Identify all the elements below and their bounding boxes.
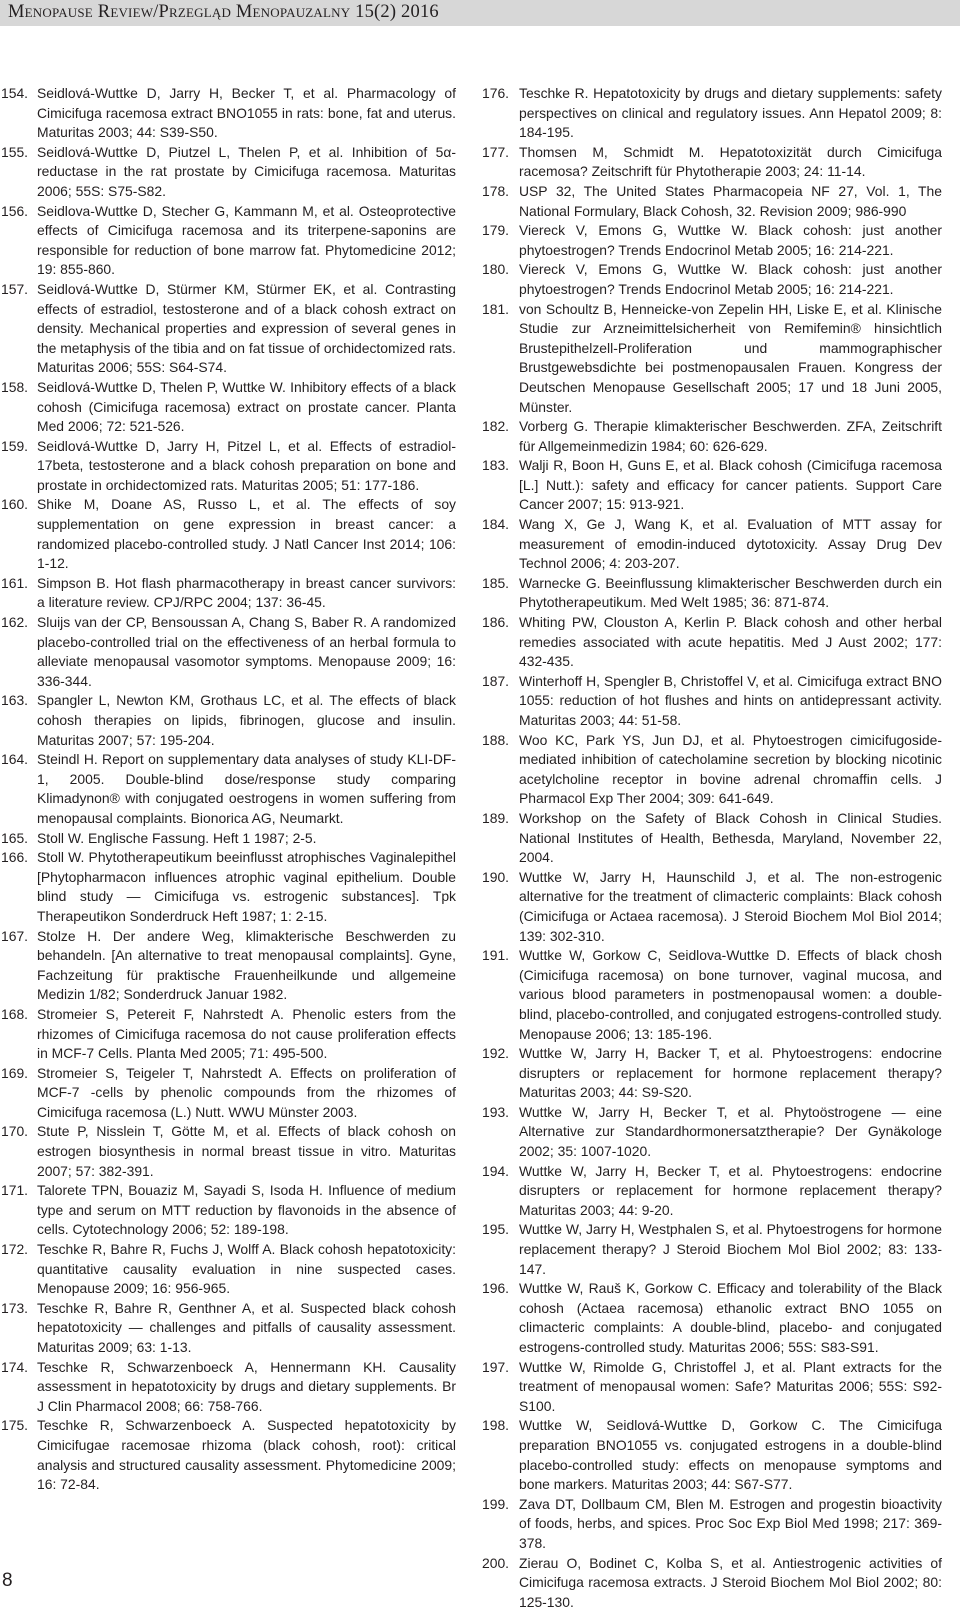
reference-number: 165. [1,829,29,846]
reference-text: Wang X, Ge J, Wang K, et al. Evaluation of MTT assay for measurement of emodin-induced dytotoxicity. Assay Drug Dev Technol 2006; 4: 203-207. [519,516,942,572]
reference-item [0,202,456,280]
reference-item [0,574,456,613]
reference-text: Wuttke W, Jarry H, Becker T, et al. Phytoestrogens: endocrine disrupters or replacement for hormone replacement therapy? Maturitas 2003; 44: 9-20. [519,1162,942,1218]
reference-item [0,927,456,1005]
reference-text: Stolze H. Der andere Weg, klimakterische Beschwerden zu behandeln. [An alternative to treat menopausal complaints]. Gyne, Fachzeitung für praktische Frauenheilkunde und allgemeine Medizin 1/82; Sonderdruck Januar 1982. [37,927,456,1003]
reference-item [482,1279,942,1357]
reference-item [482,515,942,574]
reference-text: Vorberg G. Therapie klimakterischer Beschwerden. ZFA, Zeitschrift für Allgemeinmedizin 1984; 60: 626-629. [519,418,942,454]
reference-text: Walji R, Boon H, Guns E, et al. Black cohosh (Cimicifuga racemosa [L.] Nutt.): safety and efficacy for cancer patients. Support Care Cancer 2007; 15: 913-921. [519,457,942,513]
reference-item [0,1416,456,1494]
reference-item [482,1220,942,1279]
reference-text: USP 32, The United States Pharmacopeia NF 27, Vol. 1, The National Formulary, Black Cohosh, 32. Revision 2009; 986-990 [519,182,942,219]
reference-number: 191. [482,947,510,964]
reference-number: 173. [1,1299,29,1316]
reference-number: 184. [482,516,510,533]
reference-number: 177. [482,143,510,160]
reference-text: Wuttke W, Jarry H, Haunschild J, et al. The non-estrogenic alternative for the treatment of climacteric complaints: Black cohosh (Cimicifuga or Actaea racemosa). J Steroid Biochem Mol Biol 2014; 139: 302-310. [519,868,942,944]
reference-number: 190. [482,868,510,885]
reference-number: 163. [1,692,29,709]
reference-item [0,143,456,202]
reference-item [482,809,942,868]
reference-item [482,182,942,221]
reference-item [482,1358,942,1417]
reference-text: Simpson B. Hot flash pharmacotherapy in breast cancer survivors: a literature review. CPJ/RPC 2004; 137: 36-45. [37,574,456,611]
reference-number: 187. [482,672,510,689]
reference-text: Stoll W. Englische Fassung. Heft 1 1987; 2-5. [37,829,317,846]
reference-item [0,280,456,378]
reference-number: 192. [482,1045,510,1062]
reference-number: 186. [482,614,510,631]
reference-text: Stute P, Nisslein T, Götte M, et al. Effects of black cohosh on estrogen biosynthesis in normal breast tissue in vitro. Maturitas 2007; 57: 382-391. [37,1123,456,1179]
reference-item [0,437,456,496]
reference-text: Teschke R, Schwarzenboeck A, Hennermann KH. Causality assessment in hepatotoxicity by drugs and dietary supplements. Br J Clin Pharmacol 2008; 66: 758-766. [37,1358,456,1414]
reference-number: 160. [1,496,29,513]
reference-number: 157. [1,280,29,297]
reference-text: Seidlová-Wuttke D, Piutzel L, Thelen P, et al. Inhibition of 5α-reductase in the rat prostate by Cimicifuga racemosa. Maturitas 2006; 55S: S75-S82. [37,143,456,199]
reference-number: 189. [482,809,510,826]
reference-text: Wuttke W, Jarry H, Backer T, et al. Phytoestrogens: endocrine disrupters or replacement for hormone replacement therapy? Maturitas 2003; 44: S9-S20. [519,1045,942,1101]
reference-text: Stoll W. Phytotherapeutikum beeinflusst atrophisches Vaginalepithel [Phytopharmacon influences atrophic vaginal epithelium. Double blind study — Cimicifuga vs. estrogenic substances]. Tpk Therapeutikon Sonderdruck Heft 1987; 1: 2-15. [37,849,456,924]
reference-number: 158. [1,378,29,395]
reference-number: 175. [1,1417,29,1434]
reference-item [482,300,942,418]
reference-text: Teschke R, Bahre R, Genthner A, et al. Suspected black cohosh hepatotoxicity — challenges and pitfalls of causality assessment. Maturitas 2009; 63: 1-13. [37,1299,456,1355]
reference-item [482,672,942,731]
reference-item [0,691,456,750]
reference-item [482,84,942,143]
reference-number: 195. [482,1221,510,1238]
reference-number: 170. [1,1123,29,1140]
journal-header-bar [0,0,960,26]
reference-item [482,613,942,672]
reference-number: 179. [482,222,510,239]
reference-number: 196. [482,1280,510,1297]
page-number: 8 [2,1570,13,1591]
reference-number: 155. [1,143,29,160]
reference-number: 182. [482,418,510,435]
reference-item [0,1064,456,1123]
reference-number: 164. [1,751,29,768]
reference-item [0,84,456,143]
reference-text: Wuttke W, Jarry H, Westphalen S, et al. Phytoestrogens for hormone replacement therapy? J Steroid Biochem Mol Biol 2002; 83: 133-147. [519,1221,942,1277]
reference-number: 174. [1,1358,29,1375]
reference-number: 185. [482,574,510,591]
reference-item [0,1181,456,1240]
reference-item [0,848,456,926]
reference-text: Workshop on the Safety of Black Cohosh in Clinical Studies. National Institutes of Health, Bethesda, Maryland, November 22, 2004. [519,809,942,866]
reference-item [482,1416,942,1494]
reference-text: Stromeier S, Petereit F, Nahrstedt A. Phenolic esters from the rhizomes of Cimicifuga racemosa do not cause proliferation effects in MCF-7 Cells. Planta Med 2005; 71: 495-500. [37,1005,456,1062]
reference-item [0,495,456,573]
reference-text: Seidlová-Wuttke D, Thelen P, Wuttke W. Inhibitory effects of a black cohosh (Cimicifuga racemosa) extract on prostate cancer. Planta Med 2006; 72: 521-526. [37,378,456,435]
references-right-column [482,84,942,1612]
reference-item [0,1240,456,1299]
reference-item [0,750,456,828]
reference-text: Shike M, Doane AS, Russo L, et al. The effects of soy supplementation on gene expression in breast cancer: a randomized placebo-controlled study. J Natl Cancer Inst 2014; 106: 1-12. [37,496,456,572]
reference-item [0,829,456,849]
reference-item [0,1358,456,1417]
reference-item [0,1122,456,1181]
reference-item [482,574,942,613]
reference-item [482,1044,942,1103]
reference-item [482,731,942,809]
reference-text: Thomsen M, Schmidt M. Hepatotoxizität durch Cimicifuga racemosa? Zeitschrift für Phytotherapie 2003; 24: 11-14. [519,143,942,180]
reference-text: Teschke R. Hepatotoxicity by drugs and dietary supplements: safety perspectives on clinical and regulatory issues. Ann Hepatol 2009; 8: 184-195. [519,85,942,141]
reference-text: Wuttke W, Rimolde G, Christoffel J, et al. Plant extracts for the treatment of menopausal women: Safe? Maturitas 2006; 55S: S92-S100. [519,1358,942,1414]
reference-item [482,946,942,1044]
reference-number: 194. [482,1162,510,1179]
reference-text: Winterhoff H, Spengler B, Christoffel V, et al. Cimicifuga extract BNO 1055: reduction of hot flushes and hints on antidepressant activity. Maturitas 2003; 44: 51-58. [519,672,942,728]
reference-number: 154. [1,85,29,101]
reference-number: 156. [1,202,29,219]
reference-text: Warnecke G. Beeinflussung klimakterischer Beschwerden durch ein Phytotherapeutikum. Med Welt 1985; 36: 871-874. [519,574,942,611]
reference-item [482,417,942,456]
reference-number: 169. [1,1064,29,1081]
reference-text: Zava DT, Dollbaum CM, Blen M. Estrogen and progestin bioactivity of foods, herbs, and spices. Proc Soc Exp Biol Med 1998; 217: 369-378. [519,1495,942,1551]
reference-item [0,613,456,691]
reference-number: 188. [482,731,510,748]
reference-item [482,143,942,182]
reference-item [482,1554,942,1612]
reference-text: Woo KC, Park YS, Jun DJ, et al. Phytoestrogen cimicifugoside-mediated inhibition of catecholamine secretion by blocking nicotinic acetylcholine receptor in bovine adrenal chromaffin cells. J Pharmacol Exp Ther 2004; 309: 641-649. [519,731,942,807]
reference-number: 183. [482,457,510,474]
references-left-column [0,84,456,1495]
reference-text: Seidlová-Wuttke D, Stürmer KM, Stürmer EK, et al. Contrasting effects of estradiol, testosterone and of a black cohosh extract on density. Mechanical properties and expression of several genes in the metaphysis of the tibia and on fat tissue of orchidectomized rats. Maturitas 2006; 55S: S64-S74. [37,280,456,376]
reference-item [482,456,942,515]
reference-item [482,1103,942,1162]
reference-text: Seidlová-Wuttke D, Jarry H, Pitzel L, et al. Effects of estradiol-17beta, testosterone and a black cohosh preparation on bone and prostate in orchidectomized rats. Maturitas 2005; 51: 177-186. [37,437,456,493]
reference-item [482,221,942,260]
reference-number: 198. [482,1417,510,1434]
reference-text: Steindl H. Report on supplementary data analyses of study KLI-DF-1, 2005. Double-blind dose/response study comparing Klimadynon® with conjugated oestrogens in women suffering from menopausal complaints. Bionorica AG, Neumarkt. [37,751,456,826]
reference-text: Wuttke W, Gorkow C, Seidlova-Wuttke D. Effects of black chosh (Cimicifuga racemosa) on bone turnover, vaginal mucosa, and various blood parameters in postmenopausal women: a double-blind, placebo-controlled, and conjugated estrogens-controlled study. Menopause 2006; 13: 185-196. [519,947,942,1042]
reference-number: 167. [1,927,29,944]
reference-number: 161. [1,574,29,591]
reference-item [0,1005,456,1064]
reference-number: 176. [482,85,510,101]
reference-number: 166. [1,849,29,866]
reference-text: Seidlova-Wuttke D, Stecher G, Kammann M, et al. Osteoprotective effects of Cimicifuga racemosa and its triterpene-saponins are responsible for reduction of bone marrow fat. Phytomedicine 2012; 19: 855-860. [37,202,456,278]
reference-text: Viereck V, Emons G, Wuttke W. Black cohosh: just another phytoestrogen? Trends Endocrinol Metab 2005; 16: 214-221. [519,261,942,297]
reference-text: Stromeier S, Teigeler T, Nahrstedt A. Effects on proliferation of MCF-7 -cells by phenolic compounds from the rhizomes of Cimicifuga racemosa (L.) Nutt. WWU Münster 2003. [37,1064,456,1120]
reference-text: Teschke R, Bahre R, Fuchs J, Wolff A. Black cohosh hepatotoxicity: quantitative causality evaluation in nine suspected cases. Menopause 2009; 16: 956-965. [37,1241,456,1297]
reference-number: 193. [482,1103,510,1120]
reference-text: Whiting PW, Clouston A, Kerlin P. Black cohosh and other herbal remedies associated with acute hepatitis. Med J Aust 2002; 177: 432-435. [519,614,942,670]
reference-text: Teschke R, Schwarzenboeck A. Suspected hepatotoxicity by Cimicifugae racemosae rhizoma (black cohosh, root): critical analysis and structured causality assessment. Phytomedicine 2009; 16: 72-84. [37,1417,456,1493]
reference-item [482,868,942,946]
reference-text: Wuttke W, Seidlová-Wuttke D, Gorkow C. The Cimicifuga preparation BNO1055 vs. conjugated estrogens in a double-blind placebo-controlled study: effects on menopause symptoms and bone markers. Maturitas 2003; 44: S67-S77. [519,1417,942,1493]
reference-text: Viereck V, Emons G, Wuttke W. Black cohosh: just another phytoestrogen? Trends Endocrinol Metab 2005; 16: 214-221. [519,222,942,258]
reference-number: 197. [482,1358,510,1375]
reference-text: Zierau O, Bodinet C, Kolba S, et al. Antiestrogenic activities of Cimicifuga racemosa extracts. J Steroid Biochem Mol Biol 2002; 80: 125-130. [519,1554,942,1610]
reference-text: Wuttke W, Jarry H, Becker T, et al. Phytoöstrogene — eine Alternative zur Standardhormonersatztherapie? Der Gynäkologe 2002; 35: 1007-1020. [519,1103,942,1160]
reference-number: 171. [1,1182,29,1199]
reference-number: 159. [1,437,29,454]
reference-number: 178. [482,182,510,199]
reference-text: Spangler L, Newton KM, Grothaus LC, et al. The effects of black cohosh therapies on lipids, fibrinogen, glucose and insulin. Maturitas 2007; 57: 195-204. [37,692,456,748]
reference-number: 162. [1,614,29,631]
reference-number: 172. [1,1241,29,1258]
reference-item [482,1495,942,1554]
reference-item [0,378,456,437]
reference-item [0,1299,456,1358]
journal-running-title: Menopause Review/Przegląd Menopauzalny 15(2) 2016 [8,2,439,22]
reference-item [482,1162,942,1221]
reference-item [482,260,942,299]
reference-text: Wuttke W, Rauš K, Gorkow C. Efficacy and tolerability of the Black cohosh (Actaea racemosa) ethanolic extract BNO 1055 on climacteric complaints: A double-blind, placebo- and conjugated estrogens-controlled study. Maturitas 2006; 55S: S83-S91. [519,1280,942,1355]
reference-number: 181. [482,300,510,317]
reference-text: Sluijs van der CP, Bensoussan A, Chang S, Baber R. A randomized placebo-controlled trial on the effectiveness of an herbal formula to alleviate menopausal vasomotor symptoms. Menopause 2009; 16: 336-344. [37,614,456,689]
reference-text: von Schoultz B, Henneicke-von Zepelin HH, Liske E, et al. Klinische Studie zur Arzneimittelsicherheit von Remifemin® hinsichtlich Brustepithelzell-Proliferation und mammographischer Brustgewebsdichte bei postmenopausalen Frauen. Kongress der Deutschen Menopause Gesellschaft 2005; 17 und 18 Juni 2005, Münster. [519,300,942,415]
reference-number: 200. [482,1554,510,1571]
reference-text: Seidlová-Wuttke D, Jarry H, Becker T, et al. Pharmacology of Cimicifuga racemosa extract BNO1055 in rats: bone, fat and uterus. Maturitas 2003; 44: S39-S50. [37,85,456,141]
reference-number: 199. [482,1495,510,1512]
reference-number: 168. [1,1005,29,1022]
reference-number: 180. [482,261,510,278]
reference-text: Talorete TPN, Bouaziz M, Sayadi S, Isoda H. Influence of medium type and serum on MTT reduction by flavonoids in the absence of cells. Cytotechnology 2006; 52: 189-198. [37,1182,456,1238]
